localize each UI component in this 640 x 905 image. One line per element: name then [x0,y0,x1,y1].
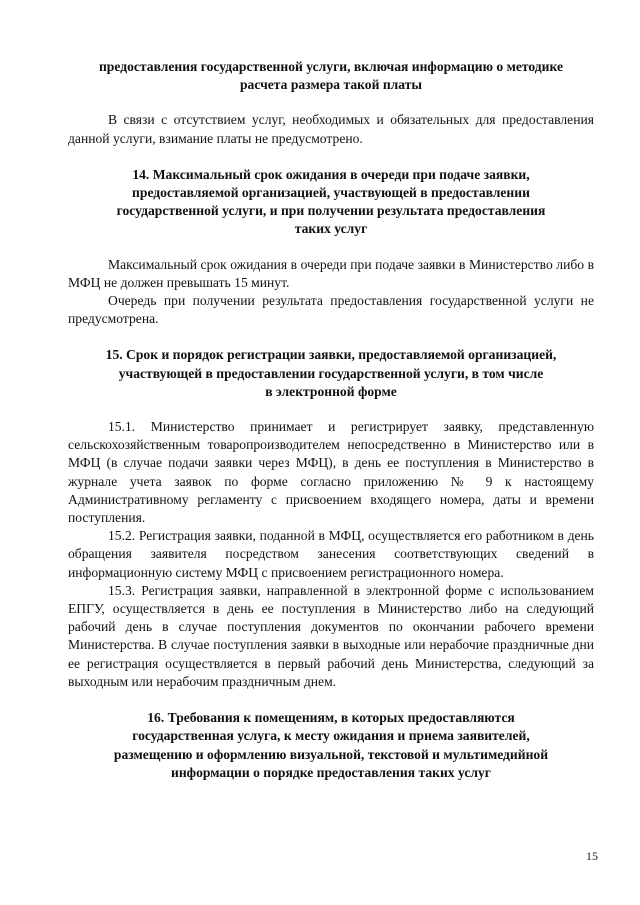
paragraph: 15.3. Регистрация заявки, направленной в электронной форме с использованием ЕПГУ, осуществляется в день ее поступления в Министерство либо на следующий рабочий день в случае поступления документов по окончании рабочего времени Министерства. В случае поступления заявки в выходные или нерабочие праздничные дни ее регистрация осуществляется в первый рабочий день Министерства, следующий за выходным или нерабочим праздничным днем. [68,582,594,689]
heading-line: расчета размера такой платы [239,77,423,93]
heading-line: 15. Срок и порядок регистрации заявки, предоставляемой организацией, [105,347,557,363]
heading-line: предоставления государственной услуги, включая информацию о методике [98,59,564,74]
section-14-heading [68,166,594,239]
heading-line: в электронной форме [265,383,397,399]
paragraph: 15.2. Регистрация заявки, поданной в МФЦ, осуществляется его работником в день обращения заявителя посредством занесения соответствующих сведений в информационную систему МФЦ с присвоением регистрационного номера. [68,528,594,580]
section-15-heading [68,346,594,401]
paragraph: Очередь при получении результата предоставления государственной услуги не предусмотрена. [68,293,594,327]
heading-line: таких услуг [294,221,368,237]
heading-line: государственной услуги, и при получении результата предоставления [116,203,546,219]
heading-line: государственная услуга, к месту ожидания и приема заявителей, [132,728,530,744]
heading-line: 16. Требования к помещениям, в которых предоставляются [147,710,515,726]
paragraph: Максимальный срок ожидания в очереди при подаче заявки в Министерство либо в МФЦ не должен превышать 15 минут. [68,256,594,290]
section-16-heading [68,709,594,782]
heading-line: 14. Максимальный срок ожидания в очереди при подаче заявки, [132,166,530,182]
section-13-heading-continued [68,58,594,94]
document-page [68,58,594,782]
heading-line: размещению и оформлению визуальной, текстовой и мультимедийной [113,746,549,762]
heading-line: предоставляемой организацией, участвующей в предоставлении [132,185,530,201]
heading-line: информации о порядке предоставления таких услуг [171,764,491,780]
paragraph: 15.1. Министерство принимает и регистрирует заявку, представленную сельскохозяйственным товаропроизводителем непосредственно в Министерство или в МФЦ (в случае подачи заявки через МФЦ), в день ее поступления в Министерство в журнале учета заявок по форме согласно приложению № 9 к настоящему Административному регламенту с присвоением входящего номера, даты и времени поступления. [68,419,594,526]
page-number: 15 [586,849,598,863]
heading-line: участвующей в предоставлении государственной услуги, в том числе [118,365,544,381]
paragraph: В связи с отсутствием услуг, необходимых и обязательных для предоставления данной услуги, взимание платы не предусмотрено. [68,112,594,146]
